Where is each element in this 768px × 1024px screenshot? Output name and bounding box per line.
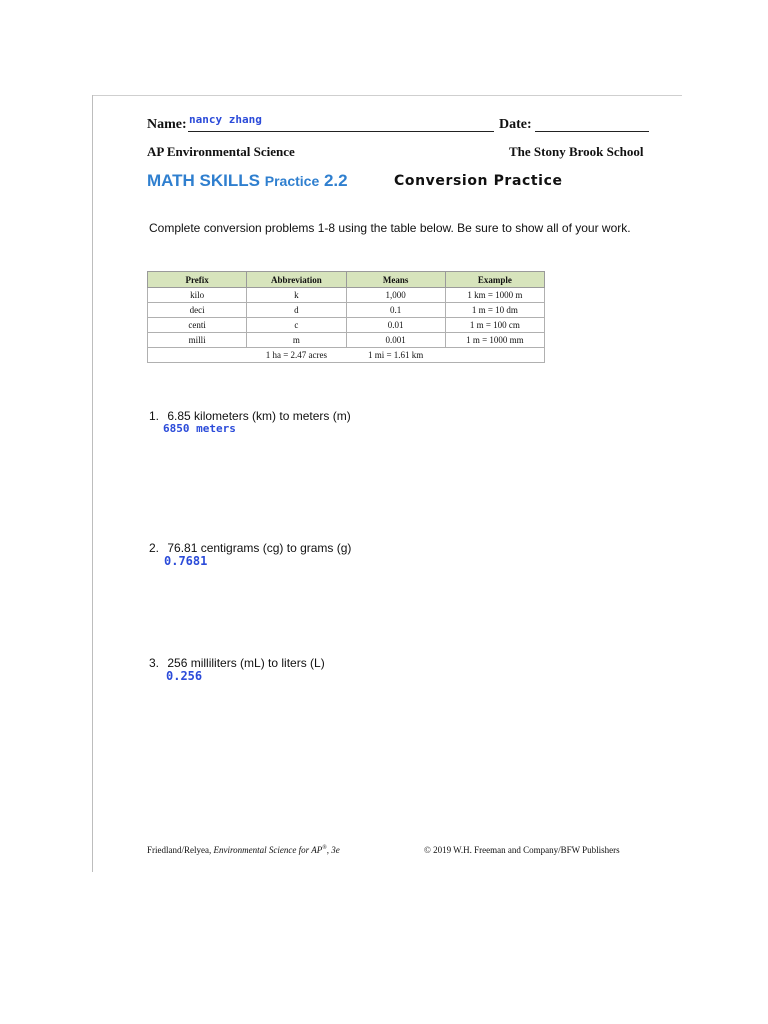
table-row	[148, 303, 545, 318]
practice-number: 2.2	[323, 171, 348, 190]
table-cell: 0.01	[346, 318, 445, 333]
answer-2[interactable]: 0.7681	[164, 554, 208, 568]
answer-1[interactable]: 6850 meters	[163, 422, 236, 435]
question-number: 2.	[149, 541, 160, 555]
question-number: 1.	[149, 409, 160, 423]
table-row	[148, 318, 545, 333]
footer-registered: ®	[322, 845, 327, 851]
table-cell: 1,000	[346, 288, 445, 303]
table-cell: 0.001	[346, 333, 445, 348]
school-name: The Stony Brook School	[509, 144, 644, 159]
table-cell: k	[247, 288, 346, 303]
footer-copyright: © 2019 W.H. Freeman and Company/BFW Publishers	[424, 845, 620, 855]
footer-citation	[147, 845, 340, 855]
table-header: Example	[445, 272, 544, 288]
table-cell-empty	[148, 348, 247, 363]
table-cell: milli	[148, 333, 247, 348]
table-cell: 1 m = 1000 mm	[445, 333, 544, 348]
table-header: Abbreviation	[247, 272, 346, 288]
question-text: 256 milliliters (mL) to liters (L)	[167, 656, 325, 670]
table-header-row	[148, 272, 545, 288]
table-cell: deci	[148, 303, 247, 318]
date-label: Date:	[499, 117, 532, 132]
math-skills-title	[147, 171, 348, 191]
practice-label: Practice	[264, 173, 320, 189]
table-row	[148, 288, 545, 303]
table-cell: 1 m = 10 dm	[445, 303, 544, 318]
footer-authors: Friedland/Relyea,	[147, 845, 212, 855]
answer-3[interactable]: 0.256	[166, 669, 203, 683]
prefix-table	[147, 271, 545, 363]
question-number: 3.	[149, 656, 160, 670]
name-label: Name:	[147, 117, 187, 132]
table-header: Means	[346, 272, 445, 288]
course-name: AP Environmental Science	[147, 144, 295, 159]
table-note: 1 mi = 1.61 km	[346, 348, 445, 363]
conversion-practice-title: Conversion Practice	[394, 173, 563, 189]
question-2	[149, 541, 351, 555]
table-cell: m	[247, 333, 346, 348]
table-cell: 1 km = 1000 m	[445, 288, 544, 303]
page-border-top	[92, 95, 682, 96]
table-note: 1 ha = 2.47 acres	[247, 348, 346, 363]
footer-edition: , 3e	[326, 845, 340, 855]
math-skills-label: MATH SKILLS	[147, 171, 261, 190]
table-row	[148, 333, 545, 348]
table-cell: d	[247, 303, 346, 318]
name-field[interactable]	[188, 131, 494, 132]
table-cell: c	[247, 318, 346, 333]
instructions: Complete conversion problems 1-8 using the table below. Be sure to show all of your work.	[149, 221, 631, 235]
page-border-left	[92, 95, 93, 872]
table-cell: 1 m = 100 cm	[445, 318, 544, 333]
question-text: 6.85 kilometers (km) to meters (m)	[167, 409, 351, 423]
table-cell: 0.1	[346, 303, 445, 318]
question-1	[149, 409, 351, 423]
footer-book-title: Environmental Science for AP	[213, 845, 323, 855]
question-3	[149, 656, 325, 670]
name-value: nancy zhang	[189, 113, 262, 126]
table-cell-empty	[445, 348, 544, 363]
question-text: 76.81 centigrams (cg) to grams (g)	[167, 541, 352, 555]
table-cell: centi	[148, 318, 247, 333]
table-notes-row	[148, 348, 545, 363]
table-header: Prefix	[148, 272, 247, 288]
name-date-row	[147, 113, 647, 135]
table-cell: kilo	[148, 288, 247, 303]
date-field[interactable]	[535, 131, 649, 132]
